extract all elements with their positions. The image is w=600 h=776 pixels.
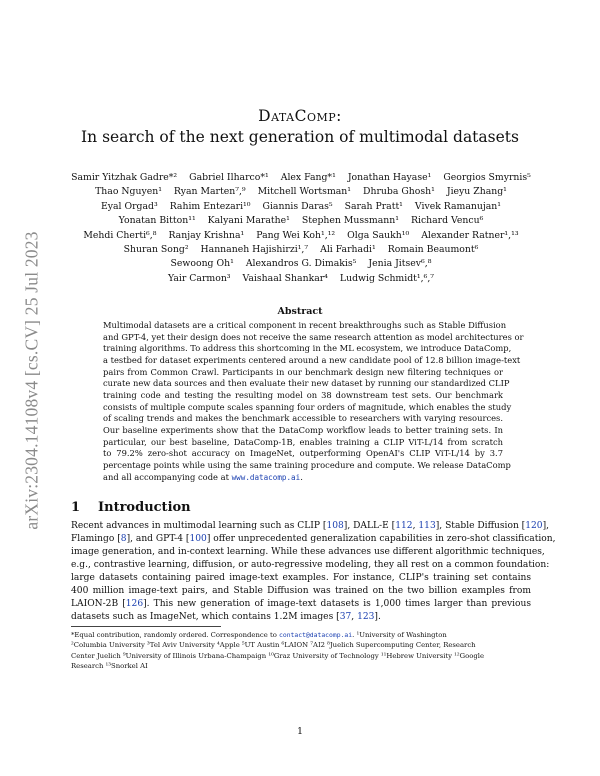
citation-link[interactable]: 8 [120,533,127,544]
author-name: Yair Carmon³ [167,272,231,284]
abstract-line: pairs from Common Crawl. Participants in our benchmark design new filtering techniques or [103,366,503,377]
citation-link[interactable]: 108 [326,521,344,531]
footnote-rule [71,626,221,627]
intro-line: image generation, and in-context learning. While these advances use different algorithmic techniques, [71,546,545,557]
page-number: 1 [296,726,304,737]
author-name: Giannis Daras⁵ [262,200,333,212]
author-name: Stephen Mussmann¹ [301,215,399,227]
author-name: Romain Beaumont⁶ [387,244,479,256]
author-name: Ludwig Schmidt¹,⁶,⁷ [339,272,435,284]
author-name: Richard Vencu⁶ [410,215,484,227]
author-row [62,171,540,185]
abstract-line: a testbed for dataset experiments centered around a new candidate pool of 12.8 billion image-text [103,354,521,365]
author-name: Georgios Smyrnis⁵ [443,172,531,183]
footnote-line: Research ¹³Snorkel AI [71,661,148,670]
author-row [62,200,540,214]
abstract-line: consists of multiple compute scales spanning four orders of magnitude, which enables the study [103,401,512,412]
author-row [62,272,540,286]
author-row [62,214,540,228]
author-row [62,185,540,199]
abstract-text: . [300,471,303,482]
intro-line: large datasets containing paired image-text examples. For instance, CLIP's training set contains [71,572,531,583]
abstract-last-line [103,472,503,484]
abstract-line: training code and testing the resulting model on 38 downstream test sets. Our benchmark [103,389,503,400]
author-name: Vaishaal Shankar⁴ [242,272,328,284]
author-name: Samir Yitzhak Gadre*² [71,172,178,183]
author-name: Sarah Pratt¹ [344,200,403,212]
author-name: Thao Nguyen¹ [95,186,162,198]
author-name: Jonathan Hayase¹ [347,172,432,183]
author-row [62,257,540,271]
author-name: Vivek Ramanujan¹ [414,200,502,212]
author-row [62,243,540,257]
citation-link[interactable]: 126 [125,598,144,609]
author-name: Rahim Entezari¹⁰ [169,200,251,212]
arxiv-identifier: arXiv:2304.14108v4 [cs.CV] 25 Jul 2023 [21,231,42,530]
abstract-line: to 79.2% zero-shot accuracy on ImageNet, outperforming OpenAI's CLIP ViT-L/14 by 3.7 [103,448,503,459]
intro-line: Recent advances in multimodal learning such as CLIP [108], DALL-E [112, 113], Stable Diffusion [120], [71,521,550,531]
author-name: Shuran Song² [123,244,189,256]
footnote-affiliations [71,630,531,671]
author-name: Dhruba Ghosh¹ [363,186,435,198]
author-name: Ali Farhadi¹ [320,244,376,256]
citation-link[interactable]: 120 [525,521,543,531]
abstract-line: curate new data sources and then evaluate their new dataset by running our standardized CLIP [103,378,510,389]
abstract-text: and all accompanying code at [103,471,232,482]
author-name: Jieyu Zhang¹ [446,186,507,198]
author-name: Olga Saukh¹⁰ [347,229,410,241]
author-name: Kalyani Marathe¹ [207,215,290,227]
abstract-line: and GPT-4, yet their design does not receive the same research attention as model architectures or [103,331,524,342]
author-name: Jenia Jitsev⁶,⁸ [368,258,432,270]
author-name: Ryan Marten⁷,⁹ [173,186,246,198]
section-number: 1 [71,500,81,515]
author-name: Sewoong Oh¹ [170,258,234,270]
author-name: Alexandros G. Dimakis⁵ [245,258,357,270]
footnote-line: ²Columbia University ³Tel Aviv University ⁴Apple ⁵UT Austin ⁶LAION ⁷AI2 ⁸Juelich Supercomputing Center, Research [71,641,476,650]
author-name: Alexander Ratner¹,¹³ [421,229,519,241]
intro-line: datasets such as ImageNet, which contains 1.2M images [37, 123]. [71,611,381,622]
abstract-line: Multimodal datasets are a critical component in recent breakthroughs such as Stable Diffusion [103,320,507,330]
footnote-line: Center Juelich ⁹University of Illinois Urbana-Champaign ¹⁰Graz University of Technology ¹¹Hebrew University ¹²Google [71,651,485,660]
citation-link[interactable]: 113 [418,521,436,531]
intro-line: LAION-2B [126]. This new generation of image-text datasets is 1,000 times larger than previous [71,598,531,609]
author-list [62,171,540,286]
intro-line: Flamingo [8], and GPT-4 [100] offer unprecedented generalization capabilities in zero-shot classification, [71,533,556,544]
author-row [62,229,540,243]
author-name: Alex Fang*¹ [280,172,336,183]
introduction-paragraph [71,520,556,624]
author-name: Eyal Orgad³ [100,200,158,212]
intro-line: e.g., contrastive learning, diffusion, or auto-regressive modeling, they all rest on a common foundation: [71,559,550,570]
intro-line: 400 million image-text pairs, and Stable Diffusion was trained on the two billion examples from [71,585,531,596]
author-name: Pang Wei Koh¹,¹² [256,229,336,241]
paper-title-line-2: In search of the next generation of multimodal datasets [81,128,519,146]
abstract-line: Our baseline experiments show that the DataComp workflow leads to better training sets. In [103,424,503,435]
footnote-line: *Equal contribution, randomly ordered. Correspondence to contact@datacomp.ai. ¹University of Washington [71,631,447,639]
citation-link[interactable]: 100 [189,533,207,544]
citation-link[interactable]: 112 [395,521,413,531]
abstract-heading: Abstract [277,306,323,317]
author-name: Gabriel Ilharco*¹ [189,172,269,183]
author-name: Hannaneh Hajishirzi¹,⁷ [200,244,309,256]
contact-email-link[interactable]: contact@datacomp.ai [279,631,353,639]
author-name: Yonatan Bitton¹¹ [118,215,196,227]
abstract-line: training algorithms. To address this shortcoming in the ML ecosystem, we introduce DataComp, [103,343,512,354]
abstract-line: particular, our best baseline, DataComp-1B, enables training a CLIP ViT-L/14 from scratch [103,436,503,447]
section-heading-introduction [71,500,191,515]
datacomp-website-link[interactable]: www.datacomp.ai [231,472,301,482]
author-name: Mehdi Cherti⁶,⁸ [83,229,157,241]
abstract-line: percentage points while using the same training procedure and compute. We release DataComp [103,459,511,470]
abstract-line: of scaling trends and makes the benchmark accessible to researchers with varying resources. [103,413,503,424]
paper-title-line-1: DataComp: [258,107,342,125]
section-title: Introduction [98,500,191,515]
author-name: Ranjay Krishna¹ [168,229,245,241]
abstract-body [103,320,524,483]
citation-link[interactable]: 37 [339,611,352,622]
author-name: Mitchell Wortsman¹ [257,186,352,198]
citation-link[interactable]: 123 [357,611,375,622]
